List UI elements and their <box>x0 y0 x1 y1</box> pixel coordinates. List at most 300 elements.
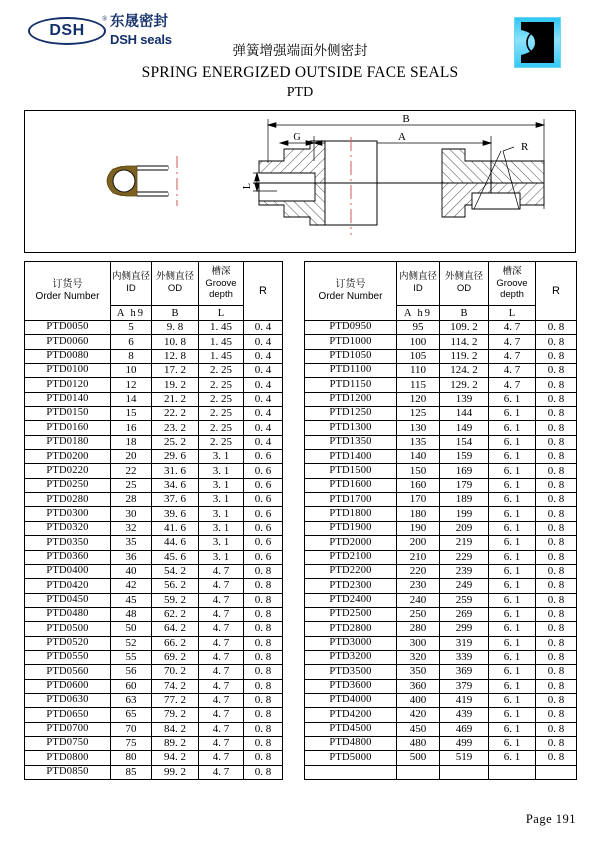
table-row <box>305 736 577 750</box>
cell-order-number: PTD1000 <box>305 335 397 349</box>
table-row <box>305 636 577 650</box>
cell-radius: 0. 8 <box>244 564 283 578</box>
cell-outer-diameter: 229 <box>440 550 489 564</box>
cell-outer-diameter: 419 <box>440 693 489 707</box>
cell-radius: 0. 6 <box>244 507 283 521</box>
cell-order-number: PTD3600 <box>305 679 397 693</box>
cell-radius: 0. 8 <box>536 607 577 621</box>
col-header-od <box>152 262 199 306</box>
cell-order-number: PTD0850 <box>25 765 111 779</box>
col-header-od-cn: 外侧直径 <box>155 271 194 283</box>
cell-groove-depth: 2. 25 <box>199 392 244 406</box>
table-header <box>25 262 283 321</box>
cell-order-number: PTD1100 <box>305 364 397 378</box>
cell-groove-depth: 1. 45 <box>199 335 244 349</box>
cell-inner-diameter: 250 <box>397 607 440 621</box>
table-row <box>305 751 577 765</box>
cell-radius: 0. 8 <box>536 392 577 406</box>
cell-radius: 0. 8 <box>536 650 577 664</box>
cell-inner-diameter: 5 <box>111 321 152 335</box>
cell-order-number: PTD0420 <box>25 579 111 593</box>
cell-groove-depth: 4. 7 <box>199 765 244 779</box>
cell-order-number: PTD3500 <box>305 665 397 679</box>
cell-outer-diameter: 99. 2 <box>152 765 199 779</box>
table-row <box>305 550 577 564</box>
cell-outer-diameter: 169 <box>440 464 489 478</box>
table-row <box>25 636 283 650</box>
cell-radius: 0. 6 <box>244 464 283 478</box>
cell-groove-depth: 2. 25 <box>199 435 244 449</box>
cell-order-number: PTD0500 <box>25 622 111 636</box>
seal-cross-section-drawing <box>24 110 576 253</box>
cell-inner-diameter: 180 <box>397 507 440 521</box>
cell-inner-diameter: 420 <box>397 708 440 722</box>
col-header-order-number-cn: 订货号 <box>335 278 366 290</box>
cell-outer-diameter: 84. 2 <box>152 722 199 736</box>
cell-order-number: PTD0300 <box>25 507 111 521</box>
cell-order-number: PTD0450 <box>25 593 111 607</box>
cell-groove-depth: 6. 1 <box>489 392 536 406</box>
cell-inner-diameter: 135 <box>397 435 440 449</box>
cell-groove-depth: 6. 1 <box>489 693 536 707</box>
cell-outer-diameter: 79. 2 <box>152 708 199 722</box>
cell-groove-depth: 4. 7 <box>199 650 244 664</box>
col-header-order-number <box>25 262 111 321</box>
cell-radius: 0. 8 <box>536 665 577 679</box>
cell-order-number: PTD0750 <box>25 736 111 750</box>
cell-radius: 0. 4 <box>244 378 283 392</box>
cell-radius: 0. 4 <box>244 321 283 335</box>
table-row <box>25 550 283 564</box>
table-header <box>305 262 577 321</box>
cell-radius: 0. 8 <box>244 579 283 593</box>
cell-outer-diameter: 29. 6 <box>152 450 199 464</box>
cell-inner-diameter: 200 <box>397 536 440 550</box>
cell-order-number: PTD2300 <box>305 579 397 593</box>
cell-radius: 0. 8 <box>536 435 577 449</box>
cell-groove-depth: 6. 1 <box>489 421 536 435</box>
cell-inner-diameter: 300 <box>397 636 440 650</box>
cell-inner-diameter: 35 <box>111 536 152 550</box>
cell-outer-diameter: 37. 6 <box>152 493 199 507</box>
cell-inner-diameter: 75 <box>111 736 152 750</box>
cell-order-number: PTD0200 <box>25 450 111 464</box>
cell-outer-diameter: 519 <box>440 751 489 765</box>
cell-groove-depth: 1. 45 <box>199 349 244 363</box>
cell-order-number: PTD3000 <box>305 636 397 650</box>
cell-order-number: PTD1800 <box>305 507 397 521</box>
cell-groove-depth: 2. 25 <box>199 364 244 378</box>
cell-outer-diameter: 64. 2 <box>152 622 199 636</box>
cell-radius: 0. 4 <box>244 407 283 421</box>
table-row <box>25 607 283 621</box>
col-header-od <box>440 262 489 306</box>
table-body <box>25 321 283 780</box>
assembly-cross-section <box>242 113 544 235</box>
col-header-order-number-en: Order Number <box>35 291 100 302</box>
cell-groove-depth: 6. 1 <box>489 464 536 478</box>
cell-inner-diameter: 8 <box>111 349 152 363</box>
cell-groove-depth: 4. 7 <box>199 751 244 765</box>
cell-order-number: PTD0180 <box>25 435 111 449</box>
table-row <box>25 650 283 664</box>
col-header-groove-depth <box>489 262 536 306</box>
cell-groove-depth: 4. 7 <box>489 335 536 349</box>
cell-radius: 0. 8 <box>244 693 283 707</box>
table-row <box>305 722 577 736</box>
cell-order-number: PTD2400 <box>305 593 397 607</box>
table-row <box>25 493 283 507</box>
cell-inner-diameter <box>397 765 440 779</box>
col-subheader-b: B <box>152 306 199 321</box>
cell-radius: 0. 8 <box>244 622 283 636</box>
table-row <box>305 536 577 550</box>
cell-outer-diameter: 119. 2 <box>440 349 489 363</box>
cell-groove-depth: 4. 7 <box>199 722 244 736</box>
cell-inner-diameter: 320 <box>397 650 440 664</box>
cell-groove-depth: 6. 1 <box>489 593 536 607</box>
cell-outer-diameter: 124. 2 <box>440 364 489 378</box>
cell-order-number: PTD1150 <box>305 378 397 392</box>
spring-energized-seal-icon <box>514 17 561 68</box>
cell-outer-diameter: 77. 2 <box>152 693 199 707</box>
table-row <box>305 693 577 707</box>
table-row <box>25 722 283 736</box>
table-row <box>25 421 283 435</box>
table-row <box>305 321 577 335</box>
table-row <box>25 521 283 535</box>
cell-radius: 0. 6 <box>244 493 283 507</box>
cell-outer-diameter: 34. 6 <box>152 478 199 492</box>
cell-inner-diameter: 230 <box>397 579 440 593</box>
cell-inner-diameter: 50 <box>111 622 152 636</box>
cell-order-number: PTD0120 <box>25 378 111 392</box>
specification-table-left <box>24 261 282 780</box>
cell-outer-diameter: 499 <box>440 736 489 750</box>
col-header-od-en: OD <box>456 283 472 295</box>
cell-outer-diameter: 179 <box>440 478 489 492</box>
cell-groove-depth: 6. 1 <box>489 550 536 564</box>
cell-inner-diameter: 220 <box>397 564 440 578</box>
dsh-logo-mark <box>28 17 106 45</box>
table-row <box>305 593 577 607</box>
cell-order-number: PTD5000 <box>305 751 397 765</box>
cell-groove-depth: 6. 1 <box>489 751 536 765</box>
cell-radius: 0. 8 <box>244 607 283 621</box>
cell-outer-diameter: 249 <box>440 579 489 593</box>
cell-radius: 0. 8 <box>536 493 577 507</box>
cell-order-number <box>305 765 397 779</box>
table-row <box>305 478 577 492</box>
cell-outer-diameter: 114. 2 <box>440 335 489 349</box>
cell-inner-diameter: 14 <box>111 392 152 406</box>
cell-inner-diameter: 110 <box>397 364 440 378</box>
table-row <box>25 378 283 392</box>
cell-inner-diameter: 130 <box>397 421 440 435</box>
cell-radius: 0. 8 <box>536 407 577 421</box>
cell-groove-depth: 6. 1 <box>489 507 536 521</box>
table-row <box>25 665 283 679</box>
specification-table-right <box>304 261 576 780</box>
col-subheader-l: L <box>489 306 536 321</box>
page-header <box>0 0 600 112</box>
cell-order-number: PTD0520 <box>25 636 111 650</box>
col-header-groove-depth <box>199 262 244 306</box>
cell-groove-depth: 6. 1 <box>489 607 536 621</box>
cell-outer-diameter: 439 <box>440 708 489 722</box>
table-row <box>25 765 283 779</box>
cell-outer-diameter: 269 <box>440 607 489 621</box>
cell-radius: 0. 8 <box>536 349 577 363</box>
cell-order-number: PTD0650 <box>25 708 111 722</box>
cell-order-number: PTD0630 <box>25 693 111 707</box>
cell-groove-depth: 6. 1 <box>489 493 536 507</box>
col-header-r: R <box>244 262 283 321</box>
col-header-order-number-cn: 订货号 <box>52 278 83 290</box>
cell-inner-diameter: 210 <box>397 550 440 564</box>
cell-order-number: PTD1600 <box>305 478 397 492</box>
col-header-od-cn: 外侧直径 <box>444 271 483 283</box>
cell-inner-diameter: 15 <box>111 407 152 421</box>
brand-name-en: DSH seals <box>110 32 172 47</box>
cell-inner-diameter: 480 <box>397 736 440 750</box>
cell-inner-diameter: 105 <box>397 349 440 363</box>
col-header-od-en: OD <box>167 283 183 295</box>
cell-order-number: PTD0400 <box>25 564 111 578</box>
cell-outer-diameter: 10. 8 <box>152 335 199 349</box>
cell-groove-depth: 4. 7 <box>199 593 244 607</box>
cell-radius: 0. 8 <box>536 335 577 349</box>
col-header-groove-depth-en-2: depth <box>500 288 524 300</box>
table-row <box>305 392 577 406</box>
col-subheader-a-h9: A h9 <box>111 306 152 321</box>
table-row <box>25 593 283 607</box>
cell-inner-diameter: 25 <box>111 478 152 492</box>
cell-outer-diameter: 94. 2 <box>152 751 199 765</box>
cell-order-number: PTD0050 <box>25 321 111 335</box>
cell-inner-diameter: 40 <box>111 564 152 578</box>
cell-order-number: PTD0220 <box>25 464 111 478</box>
table-row <box>25 349 283 363</box>
cell-order-number: PTD1250 <box>305 407 397 421</box>
cell-outer-diameter: 259 <box>440 593 489 607</box>
table-row <box>305 421 577 435</box>
cell-outer-diameter: 21. 2 <box>152 392 199 406</box>
table-row <box>305 708 577 722</box>
cell-inner-diameter: 10 <box>111 364 152 378</box>
cell-outer-diameter: 319 <box>440 636 489 650</box>
cell-outer-diameter: 469 <box>440 722 489 736</box>
col-header-r: R <box>536 262 577 321</box>
cell-inner-diameter: 70 <box>111 722 152 736</box>
cell-groove-depth: 4. 7 <box>199 679 244 693</box>
cell-inner-diameter: 95 <box>397 321 440 335</box>
cell-groove-depth: 4. 7 <box>199 564 244 578</box>
table-row <box>305 564 577 578</box>
cell-radius: 0. 8 <box>244 736 283 750</box>
cell-radius: 0. 8 <box>244 665 283 679</box>
cell-radius: 0. 6 <box>244 536 283 550</box>
col-header-id-en: ID <box>413 283 423 295</box>
cell-outer-diameter: 9. 8 <box>152 321 199 335</box>
cell-groove-depth: 4. 7 <box>489 321 536 335</box>
cell-outer-diameter: 154 <box>440 435 489 449</box>
cell-radius: 0. 8 <box>536 564 577 578</box>
cell-outer-diameter: 149 <box>440 421 489 435</box>
cell-radius: 0. 8 <box>536 622 577 636</box>
cell-inner-diameter: 22 <box>111 464 152 478</box>
cell-order-number: PTD1200 <box>305 392 397 406</box>
cell-groove-depth: 6. 1 <box>489 665 536 679</box>
cell-groove-depth: 6. 1 <box>489 708 536 722</box>
cell-radius <box>536 765 577 779</box>
cell-outer-diameter: 31. 6 <box>152 464 199 478</box>
cell-order-number: PTD1350 <box>305 435 397 449</box>
cell-radius: 0. 4 <box>244 335 283 349</box>
cell-outer-diameter: 56. 2 <box>152 579 199 593</box>
table-row <box>25 536 283 550</box>
cell-groove-depth: 4. 7 <box>199 708 244 722</box>
table-row <box>305 335 577 349</box>
table-row <box>305 378 577 392</box>
cell-groove-depth <box>489 765 536 779</box>
cell-radius: 0. 8 <box>244 650 283 664</box>
col-subheader-a-h9: A h9 <box>397 306 440 321</box>
cell-order-number: PTD0080 <box>25 349 111 363</box>
cell-inner-diameter: 56 <box>111 665 152 679</box>
cell-outer-diameter: 299 <box>440 622 489 636</box>
table-row <box>25 335 283 349</box>
cell-inner-diameter: 18 <box>111 435 152 449</box>
cell-groove-depth: 3. 1 <box>199 507 244 521</box>
cell-groove-depth: 3. 1 <box>199 536 244 550</box>
cell-outer-diameter: 109. 2 <box>440 321 489 335</box>
col-header-groove-depth-cn: 槽深 <box>211 265 231 277</box>
cell-outer-diameter: 339 <box>440 650 489 664</box>
table-row <box>305 493 577 507</box>
cell-inner-diameter: 500 <box>397 751 440 765</box>
cell-outer-diameter: 129. 2 <box>440 378 489 392</box>
cell-order-number: PTD0950 <box>305 321 397 335</box>
cell-radius: 0. 8 <box>536 722 577 736</box>
cell-radius: 0. 8 <box>536 536 577 550</box>
cell-radius: 0. 8 <box>536 593 577 607</box>
cell-radius: 0. 8 <box>536 321 577 335</box>
dimension-label-B: B <box>402 113 410 125</box>
table-row <box>305 364 577 378</box>
cell-inner-diameter: 6 <box>111 335 152 349</box>
cell-inner-diameter: 115 <box>397 378 440 392</box>
cell-outer-diameter: 69. 2 <box>152 650 199 664</box>
col-header-groove-depth-en-1: Groove <box>496 277 528 289</box>
cell-groove-depth: 6. 1 <box>489 679 536 693</box>
cell-order-number: PTD1900 <box>305 521 397 535</box>
cell-groove-depth: 3. 1 <box>199 478 244 492</box>
col-header-id <box>111 262 152 306</box>
cell-outer-diameter: 66. 2 <box>152 636 199 650</box>
cell-inner-diameter: 100 <box>397 335 440 349</box>
product-code: PTD <box>286 85 314 100</box>
cell-outer-diameter: 74. 2 <box>152 679 199 693</box>
cell-inner-diameter: 360 <box>397 679 440 693</box>
cell-outer-diameter: 239 <box>440 564 489 578</box>
table-row <box>25 450 283 464</box>
table-row <box>305 435 577 449</box>
cell-groove-depth: 4. 7 <box>199 736 244 750</box>
cell-outer-diameter: 70. 2 <box>152 665 199 679</box>
cell-outer-diameter: 199 <box>440 507 489 521</box>
cell-groove-depth: 4. 7 <box>199 622 244 636</box>
cell-radius: 0. 8 <box>536 464 577 478</box>
cell-order-number: PTD0140 <box>25 392 111 406</box>
cell-radius: 0. 8 <box>244 593 283 607</box>
cell-groove-depth: 6. 1 <box>489 564 536 578</box>
cell-groove-depth: 6. 1 <box>489 521 536 535</box>
cell-order-number: PTD1300 <box>305 421 397 435</box>
cell-order-number: PTD4000 <box>305 693 397 707</box>
registered-trademark-symbol: ® <box>102 15 108 23</box>
cell-groove-depth: 6. 1 <box>489 478 536 492</box>
cell-outer-diameter: 25. 2 <box>152 435 199 449</box>
cell-radius: 0. 8 <box>536 364 577 378</box>
cell-inner-diameter: 65 <box>111 708 152 722</box>
col-header-groove-depth-en-2: depth <box>209 288 233 300</box>
page-title-cn: 弹簧增强端面外侧密封 <box>232 43 368 59</box>
cell-inner-diameter: 125 <box>397 407 440 421</box>
cell-order-number: PTD2100 <box>305 550 397 564</box>
cell-inner-diameter: 55 <box>111 650 152 664</box>
cell-outer-diameter: 189 <box>440 493 489 507</box>
col-header-groove-depth-cn: 槽深 <box>502 265 522 277</box>
cell-groove-depth: 6. 1 <box>489 435 536 449</box>
cell-inner-diameter: 32 <box>111 521 152 535</box>
cell-radius: 0. 6 <box>244 450 283 464</box>
cell-order-number: PTD0700 <box>25 722 111 736</box>
cell-outer-diameter: 17. 2 <box>152 364 199 378</box>
cell-groove-depth: 2. 25 <box>199 407 244 421</box>
cell-radius: 0. 8 <box>536 708 577 722</box>
cell-order-number: PTD1400 <box>305 450 397 464</box>
cell-inner-diameter: 190 <box>397 521 440 535</box>
table-row <box>305 579 577 593</box>
cell-outer-diameter: 59. 2 <box>152 593 199 607</box>
cell-order-number: PTD0800 <box>25 751 111 765</box>
cell-inner-diameter: 160 <box>397 478 440 492</box>
cell-inner-diameter: 140 <box>397 450 440 464</box>
cell-inner-diameter: 400 <box>397 693 440 707</box>
table-row <box>25 679 283 693</box>
cell-order-number: PTD4200 <box>305 708 397 722</box>
cell-radius: 0. 8 <box>536 736 577 750</box>
cell-order-number: PTD3200 <box>305 650 397 664</box>
table-row <box>25 507 283 521</box>
cell-radius: 0. 8 <box>536 636 577 650</box>
table-row <box>305 450 577 464</box>
cell-groove-depth: 3. 1 <box>199 521 244 535</box>
cell-radius: 0. 4 <box>244 349 283 363</box>
cell-radius: 0. 4 <box>244 392 283 406</box>
cell-outer-diameter: 379 <box>440 679 489 693</box>
table-row <box>25 751 283 765</box>
cell-order-number: PTD0320 <box>25 521 111 535</box>
cell-order-number: PTD4800 <box>305 736 397 750</box>
cell-order-number: PTD1700 <box>305 493 397 507</box>
table-row <box>305 650 577 664</box>
cell-inner-diameter: 63 <box>111 693 152 707</box>
table-row <box>305 507 577 521</box>
table-row <box>25 579 283 593</box>
cell-order-number: PTD4500 <box>305 722 397 736</box>
